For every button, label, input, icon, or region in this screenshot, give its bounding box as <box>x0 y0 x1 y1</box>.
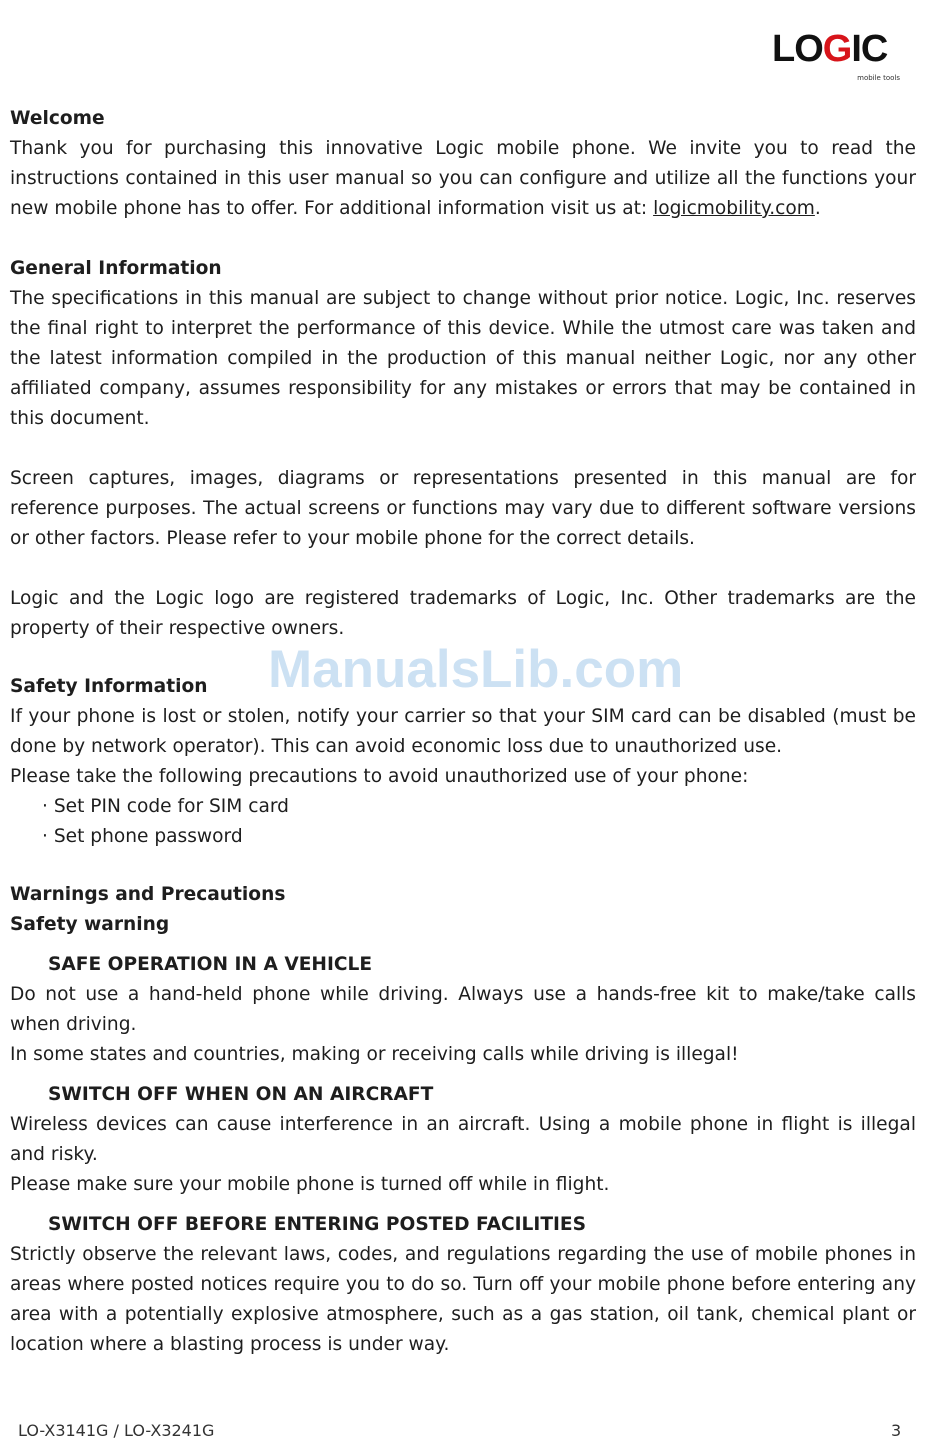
safety-warning-subheading: Safety warning <box>10 914 170 935</box>
safety-information-heading: Safety Information <box>10 676 208 697</box>
warnings-heading: Warnings and Precautions <box>10 884 286 905</box>
logo-wordmark: LOGIC <box>772 28 888 70</box>
logic-logo <box>772 30 904 86</box>
safety-paragraph-1: If your phone is lost or stolen, notify your carrier so that your SIM card can be disabled (must be done by network operator). This can avoid economic loss due to unauthorized use. <box>10 706 916 757</box>
safety-paragraph-2: Please take the following precautions to avoid unauthorized use of your phone: <box>10 766 749 787</box>
website-link[interactable]: logicmobility.com <box>653 198 815 219</box>
general-paragraph-3: Logic and the Logic logo are registered trademarks of Logic, Inc. Other trademarks are the property of their respective owners. <box>10 588 916 639</box>
welcome-heading: Welcome <box>10 108 105 129</box>
general-information-heading: General Information <box>10 258 222 279</box>
vehicle-section-title: SAFE OPERATION IN A VEHICLE <box>48 954 373 975</box>
footer-model-number: LO-X3141G / LO-X3241G <box>18 1421 215 1440</box>
facilities-paragraph-1: Strictly observe the relevant laws, codes, and regulations regarding the use of mobile phones in areas where posted notices require you to do so. Turn off your mobile phone before entering any area with a potentially explosive atmosphere, such as a gas station, oil tank, chemical plant or location where a blasting process is under way. <box>10 1244 916 1355</box>
vehicle-paragraph-2: In some states and countries, making or receiving calls while driving is illegal! <box>10 1044 739 1065</box>
manual-page-content <box>10 104 916 1360</box>
general-paragraph-1: The specifications in this manual are subject to change without prior notice. Logic, Inc. reserves the final right to interpret the performance of this device. While the utmost care was taken and the latest information compiled in the production of this manual neither Logic, nor any other affiliated company, assumes responsibility for any mistakes or errors that may be contained in this document. <box>10 288 916 429</box>
bullet-phone-password: · Set phone password <box>42 826 243 847</box>
general-paragraph-2: Screen captures, images, diagrams or representations presented in this manual are for reference purposes. The actual screens or functions may vary due to different software versions or other factors. Please refer to your mobile phone for the correct details. <box>10 468 916 549</box>
welcome-paragraph: Thank you for purchasing this innovative Logic mobile phone. We invite you to read the instructions contained in this user manual so you can configure and utilize all the functions your new mobile phone has to offer. For additional information visit us at: logicmobility.com. <box>10 138 916 219</box>
aircraft-paragraph-1: Wireless devices can cause interference in an aircraft. Using a mobile phone in flight is illegal and risky. <box>10 1114 916 1165</box>
logo-tagline: mobile tools <box>857 74 900 82</box>
aircraft-section-title: SWITCH OFF WHEN ON AN AIRCRAFT <box>48 1084 434 1105</box>
bullet-pin-code: · Set PIN code for SIM card <box>42 796 289 817</box>
facilities-section-title: SWITCH OFF BEFORE ENTERING POSTED FACILITIES <box>48 1214 587 1235</box>
footer-page-number: 3 <box>891 1421 902 1440</box>
aircraft-paragraph-2: Please make sure your mobile phone is turned off while in flight. <box>10 1174 610 1195</box>
manualslib-watermark: ManualsLib.com <box>268 640 684 699</box>
vehicle-paragraph-1: Do not use a hand-held phone while driving. Always use a hands-free kit to make/take calls when driving. <box>10 984 916 1035</box>
